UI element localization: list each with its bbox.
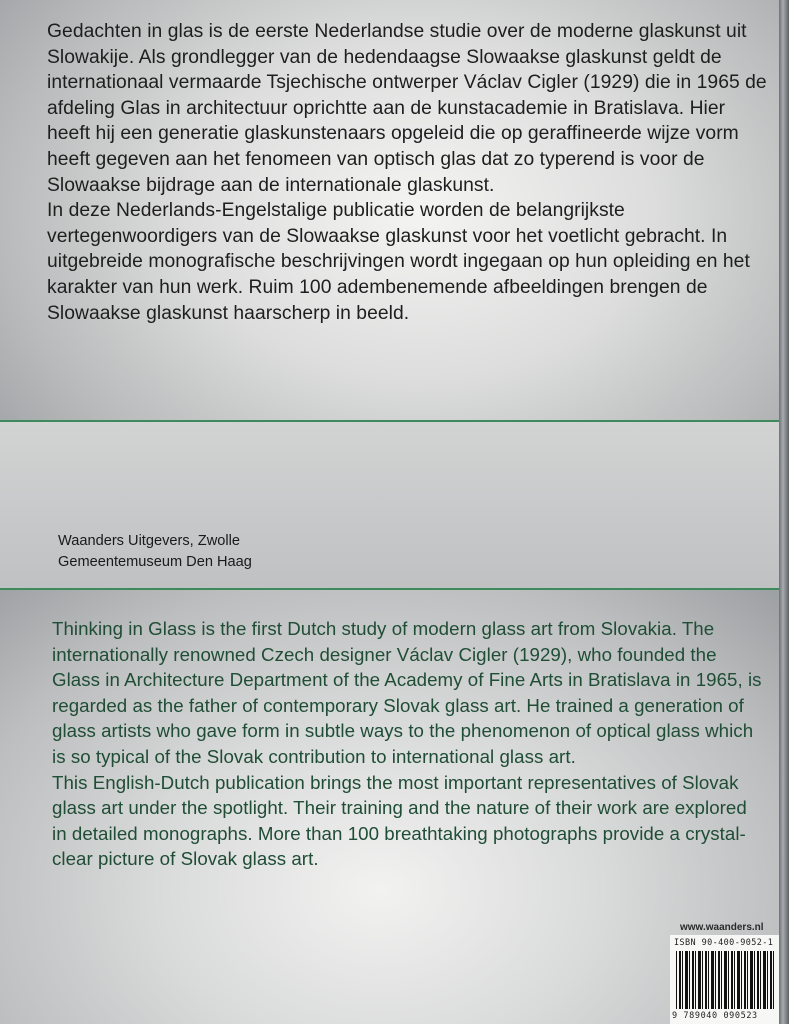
publisher-block [58, 531, 252, 573]
dutch-paragraph-1: Gedachten in glas is de eerste Nederlandse studie over de moderne glaskunst uit Slowakije. Als grondlegger van de hedendaagse Slowaakse glaskunst geldt de internationaal vermaarde Tsjechische ontwerper Václav Cigler (1929) die in 1965 de afdeling Glas in architectuur oprichtte aan de kunstacademie in Bratislava. Hier heeft hij een generatie glaskunstenaars opgeleid die op geraffineerde wijze vorm heeft gegeven aan het fenomeen van optisch glas dat zo typerend is voor de Slowaakse bijdrage aan de internationale glaskunst. [47, 21, 767, 196]
english-paragraph-2: This English-Dutch publication brings the most important representatives of Slovak glass art under the spotlight. Their training and the nature of their work are explored in detailed monographs. More than 100 breathtaking photographs provide a crystal-clear picture of Slovak glass art. [52, 771, 747, 870]
dutch-paragraph-2: In deze Nederlands-Engelstalige publicatie worden de belangrijkste vertegenwoordigers van de Slowaakse glaskunst voor het voetlicht gebracht. In uitgebreide monografische beschrijvingen wordt ingegaan op hun opleiding en het karakter van hun werk. Ruim 100 adembenemende afbeeldingen brengen de Slowaakse glaskunst haarscherp in beeld. [47, 200, 750, 324]
top-panel [0, 0, 779, 420]
barcode-number: 9 789040 090523 [672, 1011, 758, 1021]
barcode-block [670, 935, 779, 1024]
english-paragraph-1: Thinking in Glass is the first Dutch study of modern glass art from Slovakia. The internationally renowned Czech designer Václav Cigler (1929), who founded the Glass in Architecture Department of the Academy of Fine Arts in Bratislava in 1965, is regarded as the father of contemporary Slovak glass art. He trained a generation of glass artists who gave form in subtle ways to the phenomenon of optical glass which is so typical of the Slovak contribution to international glass art. [52, 618, 762, 767]
barcode-icon [676, 951, 774, 1009]
publisher-name: Waanders Uitgevers, Zwolle [58, 533, 240, 549]
cover-edge [779, 0, 789, 1024]
english-blurb [52, 616, 762, 872]
isbn-number: ISBN 90-400-9052-1 [674, 938, 774, 948]
dutch-blurb [47, 19, 767, 326]
website-url: www.waanders.nl [680, 922, 764, 933]
museum-name: Gemeentemuseum Den Haag [58, 554, 252, 570]
